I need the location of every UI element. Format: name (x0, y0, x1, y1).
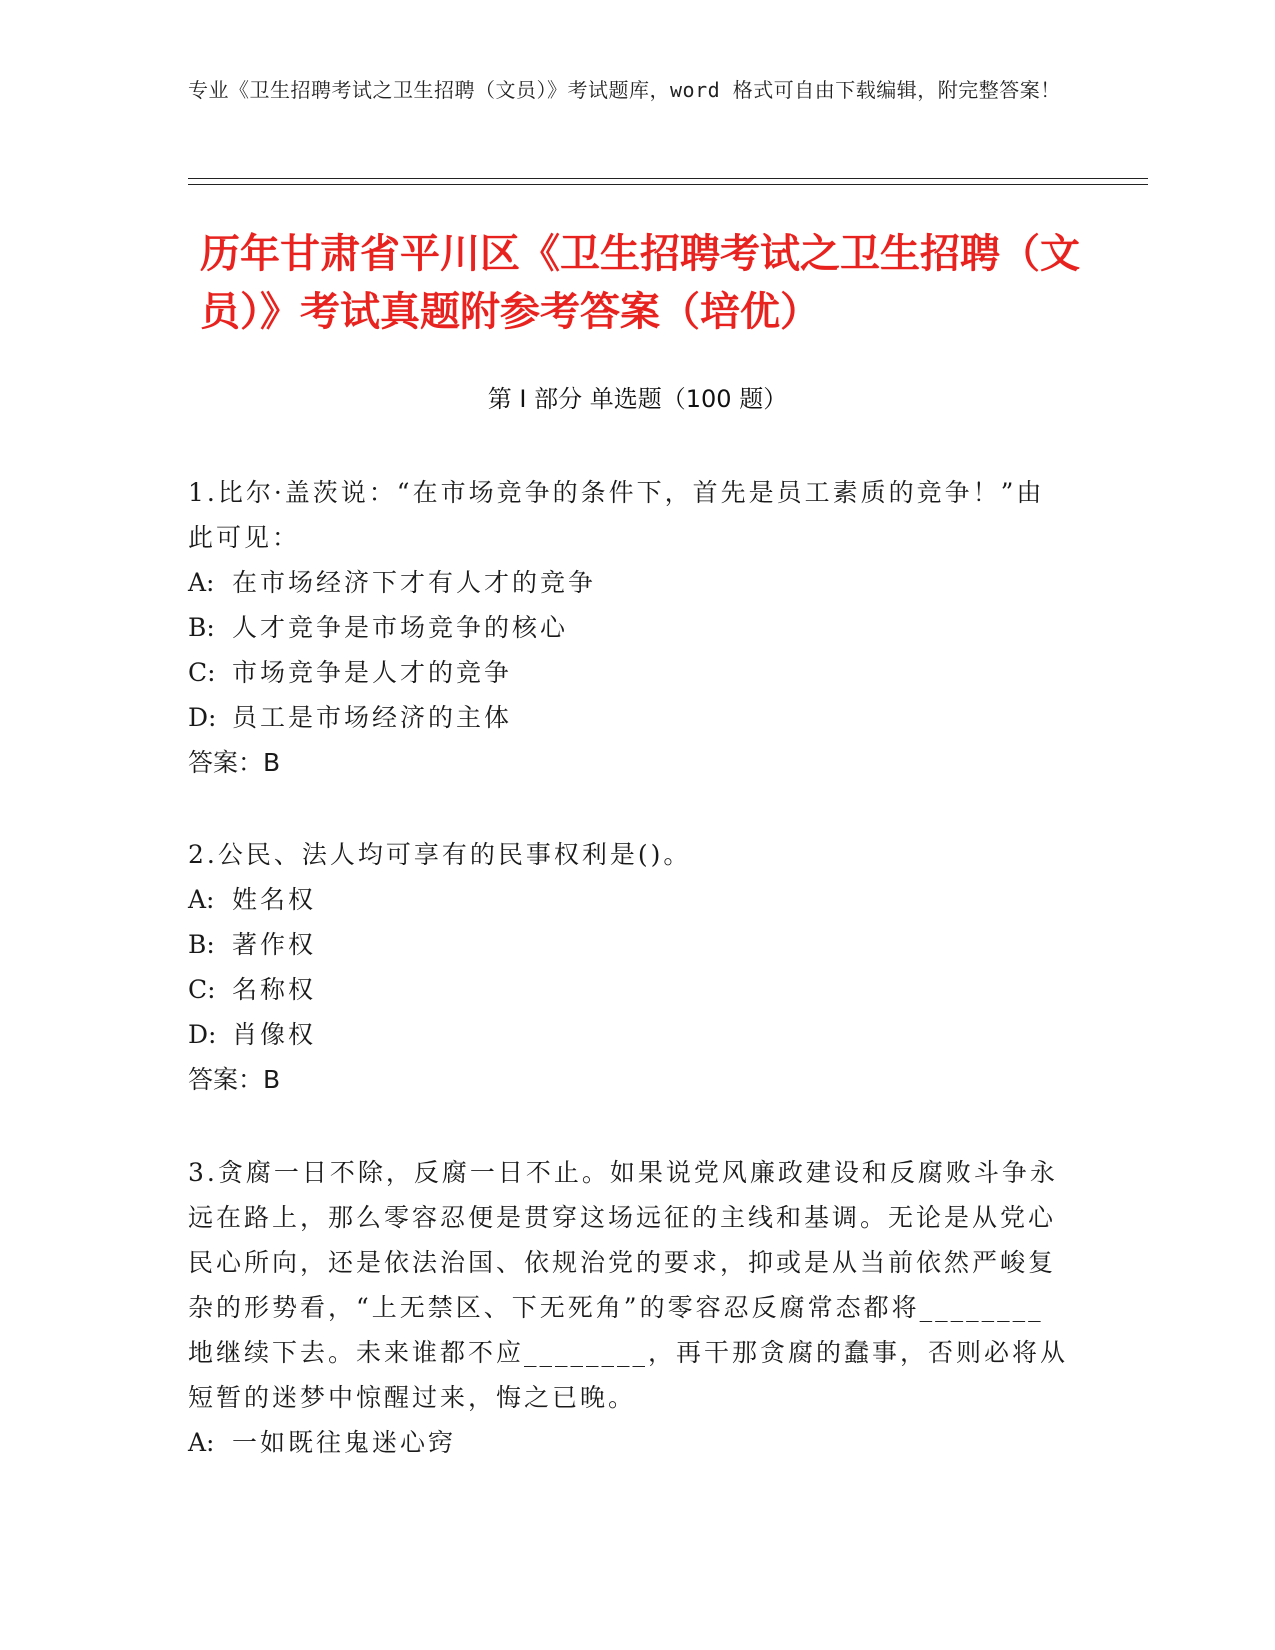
question-stem: 3.贪腐一日不除，反腐一日不止。如果说党风廉政建设和反腐败斗争永远在路上，那么零容忍便是贯穿这场远征的主线和基调。无论是从党心民心所向，还是依法治国、依规治党的要求，抑或是从当前依然严峻复杂的形势看，“上无禁区、下无死角”的零容忍反腐常态都将________地继续下去。未来谁都不应________，再干那贪腐的蠢事，否则必将从短暂的迷梦中惊醒过来，悔之已晚。 (188, 1158, 1069, 1412)
question-3 (188, 1150, 1068, 1465)
option-text: 名称权 (232, 975, 317, 1004)
option-letter: A: (188, 1428, 215, 1457)
option-letter: C: (188, 975, 216, 1004)
option-c (188, 967, 1068, 1012)
option-text: 著作权 (232, 930, 317, 959)
option-c (188, 650, 1068, 695)
option-a (188, 877, 1068, 922)
document-title: 历年甘肃省平川区《卫生招聘考试之卫生招聘（文员）》考试真题附参考答案（培优） (200, 231, 1080, 335)
question-stem: 1.比尔·盖茨说：“在市场竞争的条件下，首先是员工素质的竞争！”由此可见： (188, 478, 1045, 552)
option-a (188, 560, 1068, 605)
option-a (188, 1420, 1068, 1465)
question-1 (188, 470, 1068, 785)
option-letter: D: (188, 1020, 217, 1049)
answer-line: 答案：B (188, 1065, 281, 1094)
option-text: 姓名权 (232, 885, 317, 914)
option-text: 市场竞争是人才的竞争 (232, 658, 513, 687)
header-divider-bottom (188, 184, 1148, 185)
option-letter: B: (188, 613, 215, 642)
option-text: 人才竞争是市场竞争的核心 (232, 613, 569, 642)
answer-line: 答案：B (188, 748, 281, 777)
option-letter: B: (188, 930, 215, 959)
option-d (188, 1012, 1068, 1057)
option-b (188, 922, 1068, 967)
option-letter: A: (188, 885, 215, 914)
question-stem: 2.公民、法人均可享有的民事权利是()。 (188, 840, 692, 869)
question-2 (188, 832, 1068, 1102)
option-text: 一如既往鬼迷心窍 (232, 1428, 457, 1457)
option-letter: A: (188, 568, 215, 597)
header-divider-top (188, 178, 1148, 179)
option-text: 员工是市场经济的主体 (232, 703, 513, 732)
option-text: 在市场经济下才有人才的竞争 (232, 568, 597, 597)
section-heading: 第 I 部分 单选题（100 题） (487, 385, 788, 413)
option-letter: C: (188, 658, 216, 687)
option-text: 肖像权 (232, 1020, 317, 1049)
option-letter: D: (188, 703, 217, 732)
header-note: 专业《卫生招聘考试之卫生招聘（文员）》考试题库，word 格式可自由下载编辑，附完整答案！ (188, 78, 1061, 102)
option-b (188, 605, 1068, 650)
option-d (188, 695, 1068, 740)
